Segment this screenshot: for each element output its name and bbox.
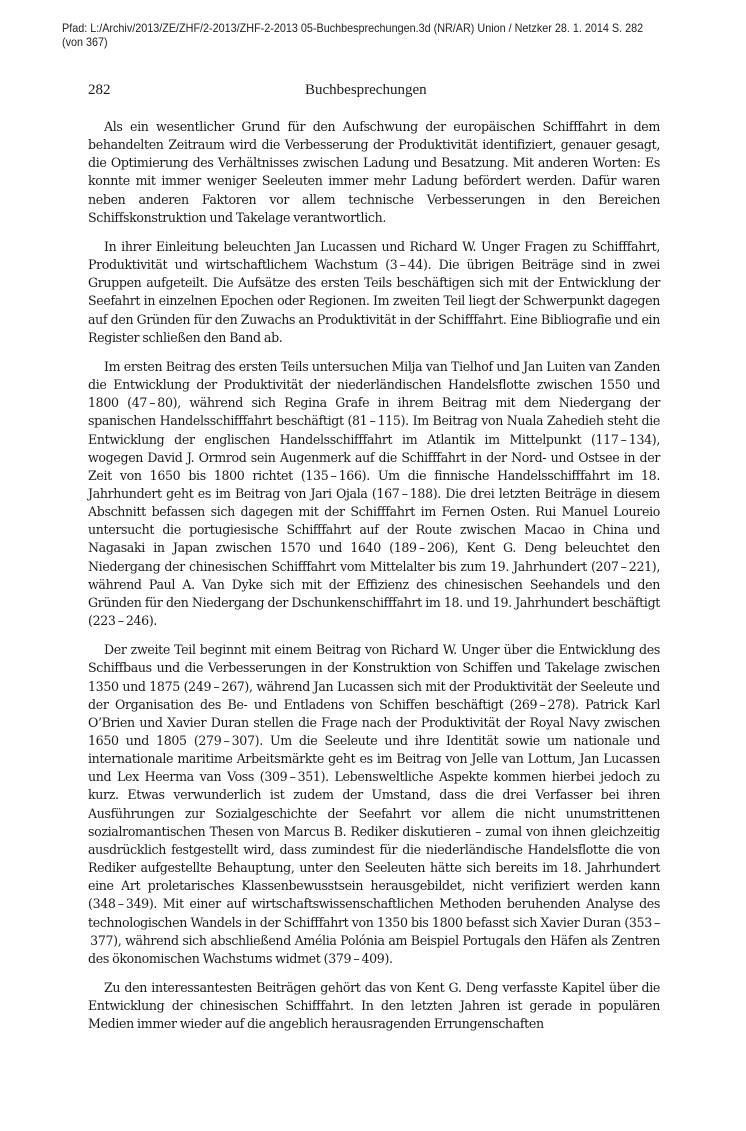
- paragraph: Als ein wesentlicher Grund für den Aufschwung der europäischen Schifffahrt in dem behandelten Zeitraum wird die Verbesserung der Produktivität identifiziert, genauer gesagt, die Optimierung des Verhältnisses zwischen Ladung und Besatzung. Mit anderen Worten: Es konnte mit immer weniger Seeleuten immer mehr Ladung befördert werden. Dafür waren neben anderen Faktoren vor allem technische Verbesserungen in den Bereichen Schiffskonstruktion und Takelage verantwortlich.: [88, 119, 660, 225]
- running-head-title: Buchbesprechungen: [305, 82, 427, 98]
- paragraph: Im ersten Beitrag des ersten Teils untersuchen Milja van Tielhof und Jan Luiten van Zanden die Entwicklung der Produktivität der niederländischen Handelsflotte zwischen 1550 und 1800 (47 – 80), während sich Regina Grafe in ihrem Beitrag mit dem Niedergang der spanischen Handelsschifffahrt beschäftigt (81 – 115). Im Beitrag von Nuala Zahedieh steht die Entwicklung der englischen Handelsschifffahrt im Atlantik im Mittelpunkt (117 – 134), wogegen David J. Ormrod sein Augenmerk auf die Schifffahrt in der Nord- und Ostsee in der Zeit von 1650 bis 1800 richtet (135 – 166). Um die finnische Handelsschifffahrt im 18. Jahrhundert geht es im Beitrag von Jari Ojala (167 – 188). Die drei letzten Beiträge in diesem Abschnitt befassen sich dagegen mit der Schifffahrt im Fernen Osten. Rui Manuel Loureio untersucht die portugiesische Schifffahrt auf der Route zwischen Macao in China und Nagasaki in Japan zwischen 1570 und 1640 (189 – 206), Kent G. Deng beleuchtet den Niedergang der chinesischen Schifffahrt vom Mittelalter bis zum 19. Jahrhundert (207 – 221), während Paul A. Van Dyke sich mit der Effizienz des chinesischen Seehandels und den Gründen für den Niedergang der Dschunkenschifffahrt im 18. und 19. Jahrhundert beschäftigt (223 – 246).: [88, 358, 660, 629]
- paragraph: In ihrer Einleitung beleuchten Jan Lucassen und Richard W. Unger Fragen zu Schifffahrt, Produktivität und wirtschaftlichem Wachstum (3 – 44). Die übrigen Beiträge sind in zwei Gruppen aufgeteilt. Die Aufsätze des ersten Teils beschäftigen sich mit der Entwicklung der Seefahrt in einzelnen Epochen oder Regionen. Im zweiten Teil liegt der Schwerpunkt dagegen auf den Gründen für den Zuwachs an Produktivität in der Schifffahrt. Eine Bibliografie und ein Register schließen den Band ab.: [88, 238, 660, 345]
- paragraph: Zu den interessantesten Beiträgen gehört das von Kent G. Deng verfasste Kapitel über die Entwicklung der chinesischen Schifffahrt. In den letzten Jahren ist gerade in populären Medien immer wieder auf die angeblich herausragenden Errungenschaften: [88, 980, 660, 1032]
- page-number: 282: [88, 82, 111, 98]
- article-body: [88, 118, 660, 1045]
- print-slug: Pfad: L:/Archiv/2013/ZE/ZHF/2-2013/ZHF-2-2013 05-Buchbesprechungen.3d (NR/AR) Union / Netzker 28. 1. 2014 S. 282 (von 367): [62, 21, 644, 49]
- paragraph: Der zweite Teil beginnt mit einem Beitrag von Richard W. Unger über die Entwicklung des Schiffbaus und die Verbesserungen in der Konstruktion von Schiffen und Takelage zwischen 1350 und 1875 (249 – 267), während Jan Lucassen sich mit der Produktivität der Seeleute und der Organisation des Be- und Entladens von Schiffen beschäftigt (269 – 278). Patrick Karl O’Brien und Xavier Duran stellen die Frage nach der Produktivität der Royal Navy zwischen 1650 und 1805 (279 – 307). Um die Seeleute und ihre Identität sowie um nationale und internationale maritime Arbeitsmärkte geht es im Beitrag von Jelle van Lottum, Jan Lucassen und Lex Heerma van Voss (309 – 351). Lebensweltliche Aspekte kommen hierbei jedoch zu kurz. Etwas verwunderlich ist zudem der Umstand, dass die drei Verfasser bei ihren Ausführungen zur Sozialgeschichte der Seefahrt vor allem die nicht unumstrittenen sozialromantischen Thesen von Marcus B. Rediker diskutieren – zumal von ihnen gleichzeitig ausdrücklich festgestellt wird, dass zumindest für die niederländische Handelsflotte die von Rediker aufgestellte Behauptung, unter den Seeleuten hätte sich bereits im 18. Jahrhundert eine Art proletarisches Klassenbewusstsein herausgebildet, nicht verifiziert werden kann (348 – 349). Mit einer auf wirtschaftswissenschaftlichen Methoden beruhenden Analyse des technologischen Wandels in der Schifffahrt von 1350 bis 1800 befasst sich Xavier Duran (353 – 377), während sich abschließend Amélia Polónia am Beispiel Portugals den Häfen als Zentren des ökonomischen Wachstums widmet (379 – 409).: [88, 642, 660, 966]
